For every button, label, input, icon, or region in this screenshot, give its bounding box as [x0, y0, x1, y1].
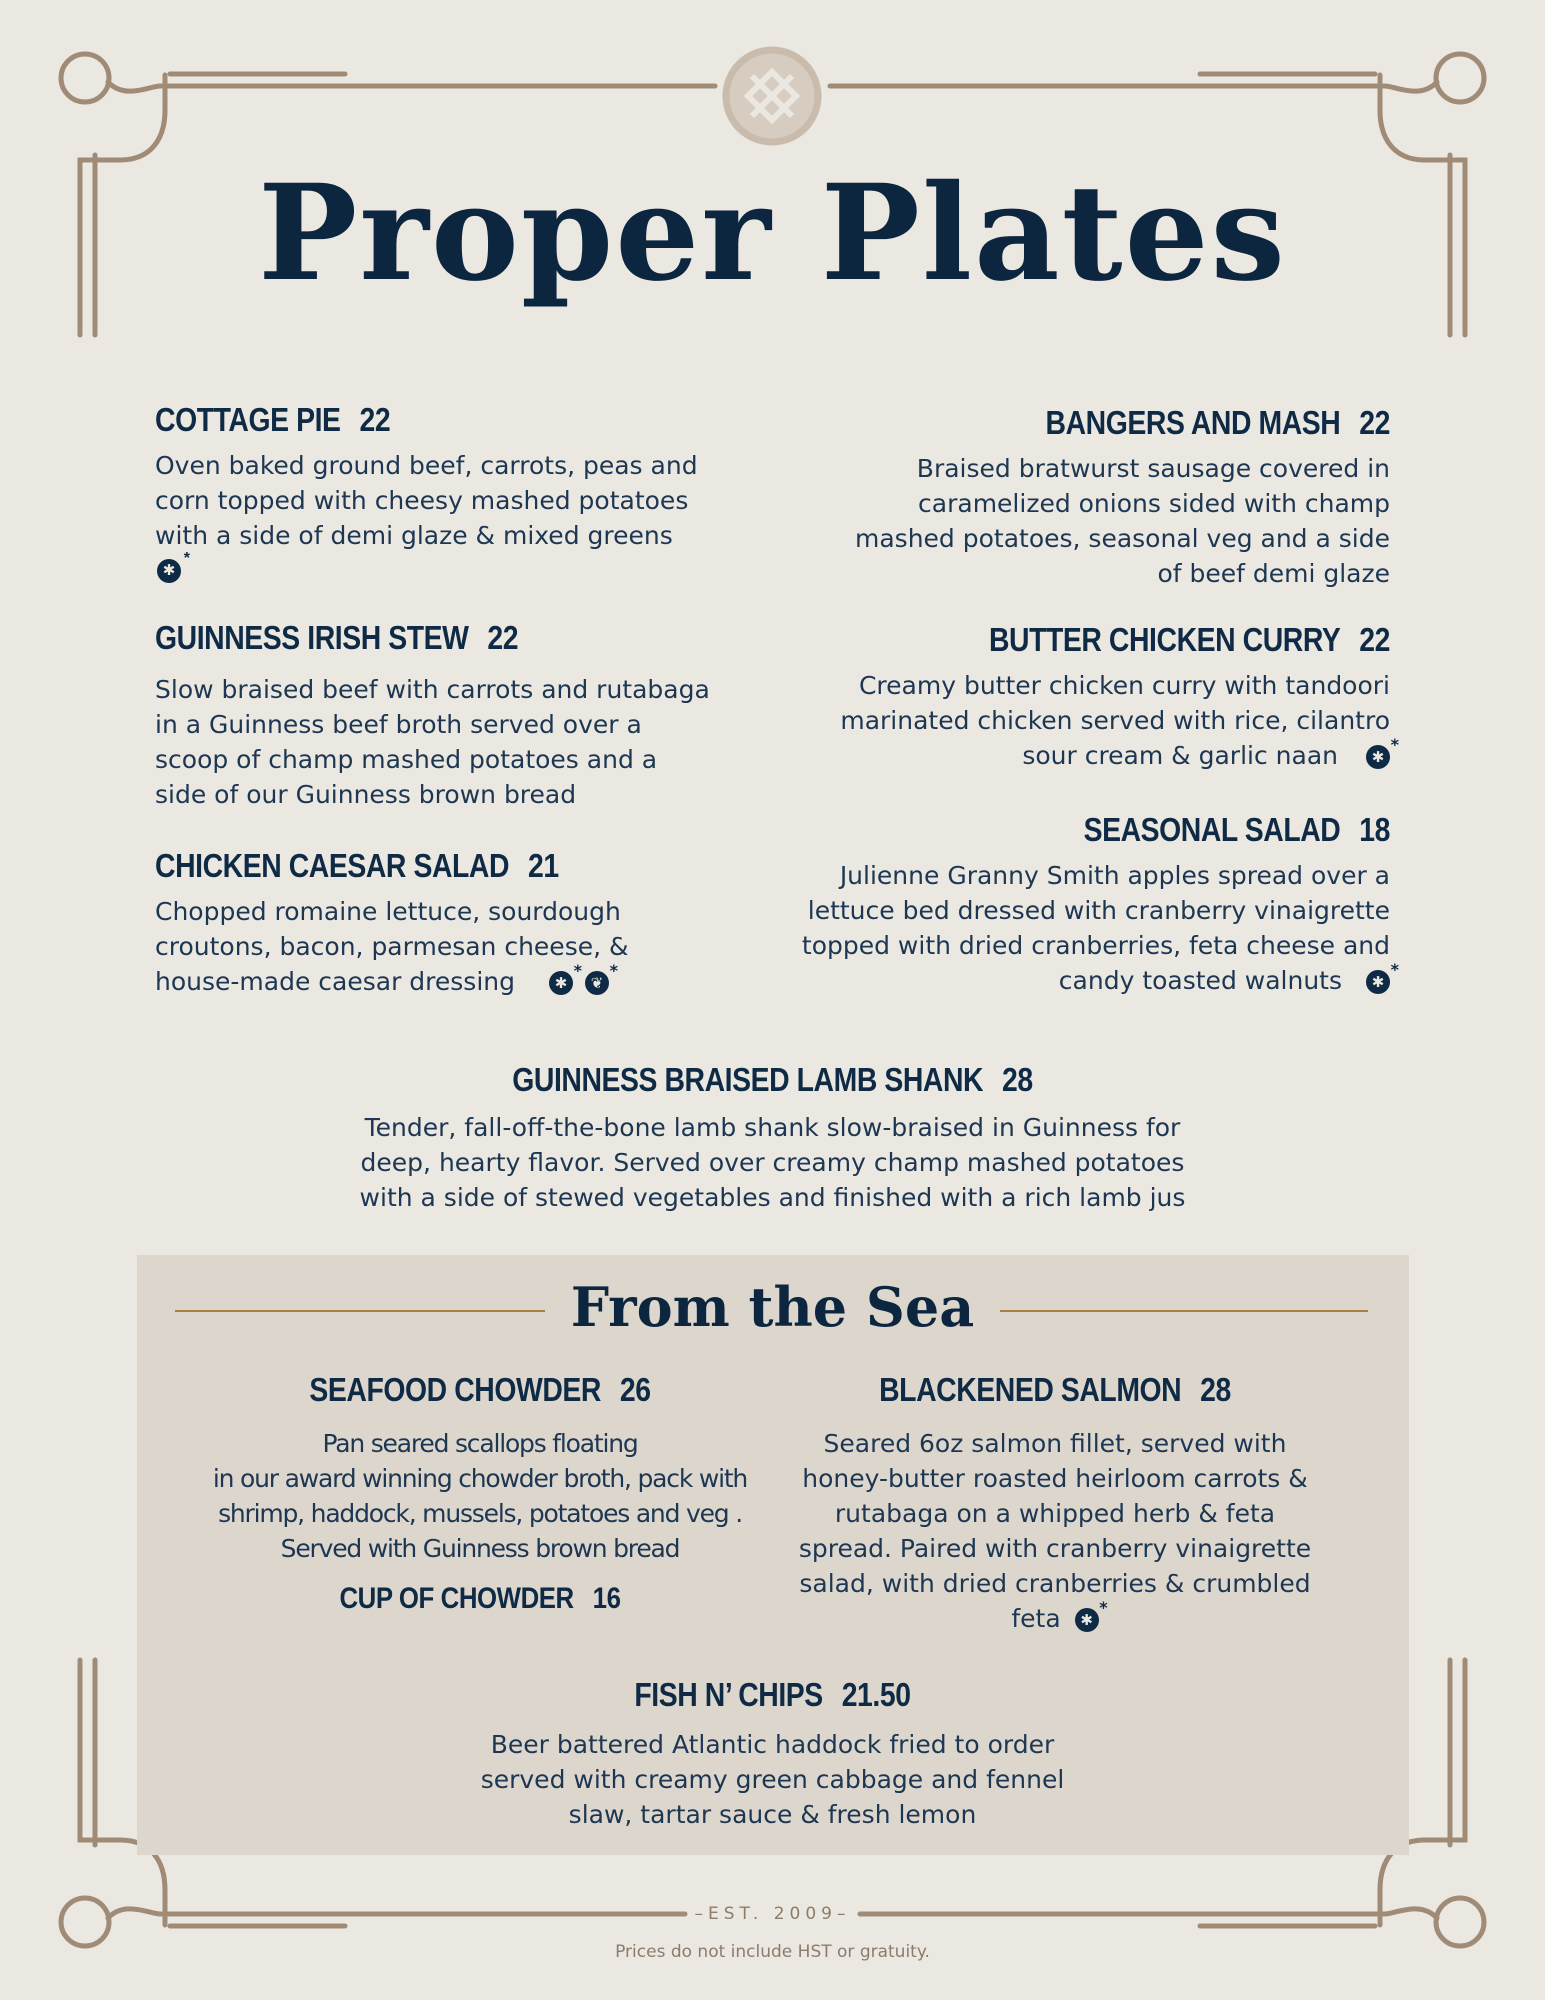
menu-item-seafood-chowder — [195, 1372, 765, 1615]
menu-item-butter-chicken-curry — [830, 622, 1390, 773]
item-heading — [831, 1372, 1278, 1408]
item-description: Seared 6oz salmon fillet, served with honey-butter roasted heirloom carrots & rutabaga on a whipped herb & feta spread. Paired with cranberry vinaigrette salad, with dried cranberries & crumbled feta ✱ * — [795, 1426, 1315, 1636]
item-name: FISH N’ CHIPS — [634, 1676, 823, 1713]
wheat-badge-icon: ✱ * — [1366, 745, 1390, 769]
leaf-badge-icon: ❦ * — [585, 971, 609, 995]
item-price: 16 — [592, 1582, 621, 1616]
item-description: Tender, fall-off-the-bone lamb shank slow-braised in Guinness for deep, hearty flavor. Served over creamy champ mashed potatoes with a side of stewed vegetables and finished with a rich lamb jus — [359, 1113, 1186, 1213]
item-name: BANGERS AND MASH — [1045, 404, 1341, 441]
section-title: From the Sea — [570, 1275, 975, 1339]
menu-item-lamb-shank — [350, 1062, 1195, 1215]
menu-item-chicken-caesar-salad — [155, 848, 715, 999]
item-name: SEAFOOD CHOWDER — [309, 1371, 601, 1408]
item-price: 22 — [359, 401, 391, 438]
item-name: SEASONAL SALAD — [1083, 811, 1341, 848]
item-heading — [235, 1372, 725, 1408]
price-note: Prices do not include HST or gratuity. — [615, 1942, 930, 1962]
item-name: GUINNESS IRISH STEW — [155, 619, 469, 656]
item-heading — [235, 1582, 725, 1615]
item-price: 28 — [1200, 1371, 1231, 1408]
item-name: CHICKEN CAESAR SALAD — [155, 847, 510, 884]
item-name: BLACKENED SALMON — [879, 1371, 1182, 1408]
item-price: 18 — [1359, 811, 1390, 848]
item-heading — [409, 1062, 1136, 1098]
item-name: COTTAGE PIE — [155, 401, 341, 438]
menu-item-bangers-and-mash — [830, 405, 1390, 591]
menu-item-seasonal-salad — [800, 812, 1390, 998]
item-heading — [155, 402, 637, 438]
item-description: Slow braised beef with carrots and rutabaga in a Guinness beef broth served over a scoop of champ mashed potatoes and a side of our Guinness brown bread — [155, 675, 710, 810]
page-title: Proper Plates — [258, 156, 1287, 311]
item-description: Julienne Granny Smith apples spread over a lettuce bed dressed with cranberry vinaigrette topped with dried cranberries, feta cheese and candy toasted walnuts ✱ * — [800, 858, 1390, 998]
item-description: Oven baked ground beef, carrots, peas and corn topped with cheesy mashed potatoes with a side of demi glaze & mixed greens — [155, 451, 698, 551]
item-description: Beer battered Atlantic haddock fried to order served with creamy green cabbage and fennel slaw, tartar sauce & fresh lemon — [480, 1730, 1065, 1830]
item-name: BUTTER CHICKEN CURRY — [988, 621, 1341, 658]
wheat-badge-icon: ✱ * — [157, 559, 181, 583]
item-description: Pan seared scallops floating in our award winning chowder broth, pack with shrimp, haddock, mussels, potatoes and veg . Served with Guinness brown bread — [212, 1429, 748, 1564]
item-price: 22 — [1359, 621, 1390, 658]
item-name: CUP OF CHOWDER — [339, 1582, 574, 1616]
item-description: Chopped romaine lettuce, sourdough croutons, bacon, parmesan cheese, & house-made caesar dressing ✱ * ❦ * — [155, 894, 715, 999]
item-heading — [908, 405, 1390, 441]
menu-item-cottage-pie — [155, 402, 715, 583]
item-price: 22 — [487, 619, 519, 656]
menu-item-fish-n-chips — [450, 1677, 1095, 1832]
wheat-badge-icon: ✱ * — [1366, 970, 1390, 994]
menu-item-guinness-irish-stew — [155, 620, 715, 812]
item-price: 26 — [619, 1371, 651, 1408]
item-name: GUINNESS BRAISED LAMB SHANK — [512, 1061, 984, 1098]
item-heading — [155, 620, 637, 656]
celtic-knot-icon — [726, 50, 818, 142]
wheat-badge-icon: ✱ * — [549, 971, 573, 995]
item-price: 28 — [1002, 1061, 1033, 1098]
menu-item-blackened-salmon — [795, 1372, 1315, 1636]
item-price: 22 — [1359, 404, 1390, 441]
item-heading — [883, 812, 1390, 848]
item-heading — [495, 1677, 1050, 1713]
wheat-badge-icon: ✱ * — [1075, 1608, 1099, 1632]
item-description: Braised bratwurst sausage covered in caramelized onions sided with champ mashed potatoes, seasonal veg and a side of beef demi glaze — [855, 454, 1390, 589]
item-price: 21.50 — [841, 1676, 911, 1713]
menu-item-cup-of-chowder — [195, 1582, 765, 1615]
item-heading — [908, 622, 1390, 658]
item-heading — [155, 848, 637, 884]
item-price: 21 — [527, 847, 559, 884]
item-description: Creamy butter chicken curry with tandoori marinated chicken served with rice, cilantro sour cream & garlic naan ✱ * — [830, 668, 1390, 773]
established-year: –EST. 2009– — [694, 1904, 851, 1924]
